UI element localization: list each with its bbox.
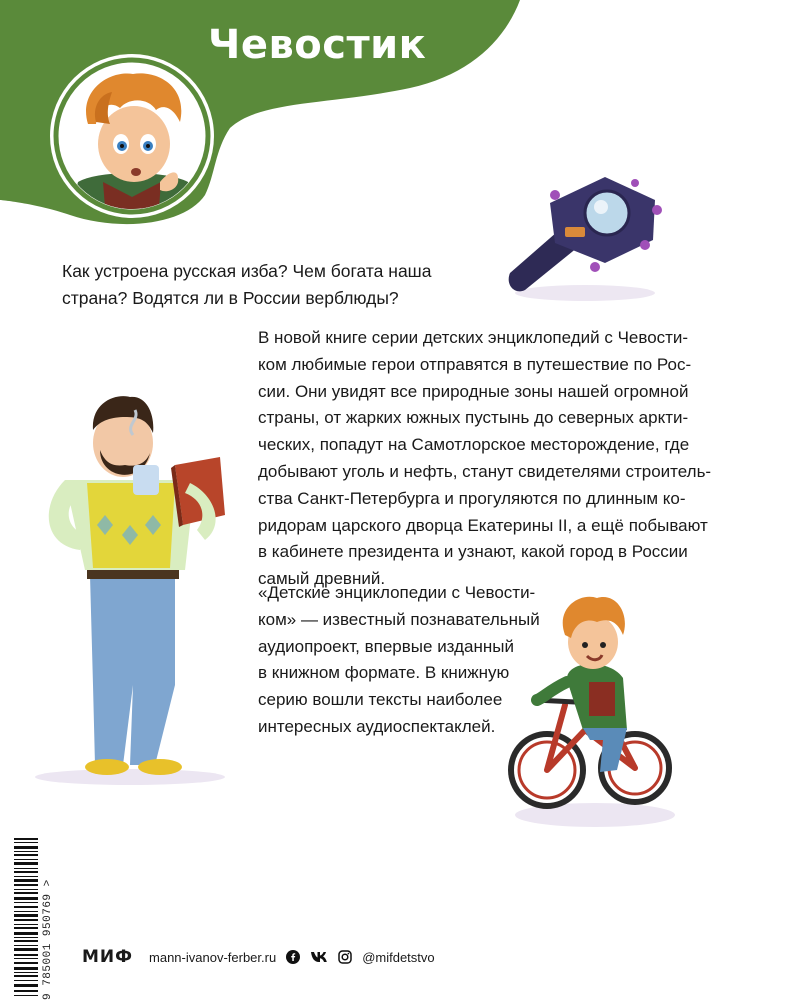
barcode (0, 838, 38, 1000)
about-line: «Детские энциклопедии с Чевости- (258, 583, 536, 602)
about-line: интересных аудиоспектаклей. (258, 716, 496, 736)
description-paragraph (258, 325, 728, 593)
description-line: сии. Они увидят все природные зоны нашей огромной (258, 381, 689, 401)
about-line: ком» — известный познавательный (258, 609, 540, 629)
about-line: аудиопроект, впервые изданный (258, 636, 514, 656)
vk-icon[interactable] (310, 951, 328, 963)
description-line: самый древний. (258, 569, 386, 589)
website-link[interactable]: mann-ivanov-ferber.ru (149, 949, 277, 965)
about-line: в книжном формате. В книжную (258, 663, 510, 683)
intro-line: Как устроена русская изба? Чем богата наша (62, 261, 432, 281)
boy-on-bike-illustration (505, 590, 680, 830)
chevostik-portrait (48, 52, 216, 220)
publisher-logo: МИФ (82, 947, 134, 967)
about-line: серию вошли тексты наиболее (258, 690, 503, 710)
gadget-illustration (495, 155, 685, 305)
description-line: страны, от жарких южных пустынь до северных аркти- (258, 408, 689, 428)
series-title: Чевостик (208, 22, 427, 68)
description-line: ком любимые герои отправятся в путешествие по Рос- (258, 354, 692, 374)
instagram-icon[interactable] (338, 950, 352, 964)
description-line: ридорам царского дворца Екатерины II, а ещё побывают (258, 515, 708, 535)
footer (82, 947, 435, 967)
social-handle[interactable]: @mifdetstvo (362, 949, 435, 965)
description-line: ческих, попадут на Самотлорское месторождение, где (258, 435, 690, 455)
intro-text (62, 258, 482, 312)
intro-line: страна? Водятся ли в России верблюды? (62, 288, 399, 308)
description-line: В новой книге серии детских энциклопедий с Чевости- (258, 328, 689, 347)
description-line: ства Санкт-Петербурга и прогуляются по длинным ко- (258, 488, 686, 508)
description-line: добывают уголь и нефть, станут свидетелями строитель- (258, 461, 712, 481)
facebook-icon[interactable] (286, 950, 300, 964)
barcode-digits: 9 785001 950769 > (42, 879, 54, 1000)
father-illustration (25, 385, 240, 785)
description-line: в кабинете президента и узнают, какой город в России (258, 542, 688, 562)
